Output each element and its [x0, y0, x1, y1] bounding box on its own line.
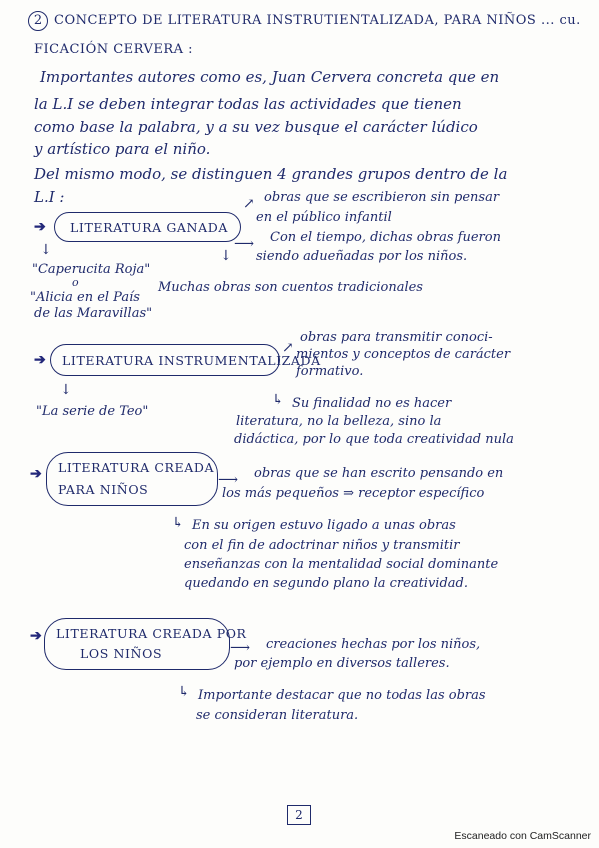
scanner-watermark: Escaneado con CamScanner [454, 830, 591, 842]
example: "Alicia en el País [30, 290, 140, 305]
group-description: los más pequeños ⇒ receptor específico [222, 486, 485, 501]
arrow-icon: ↳ [172, 515, 184, 531]
arrow-icon: ↳ [178, 684, 190, 700]
group-description: obras que se han escrito pensando en [254, 466, 504, 481]
group-description: formativo. [296, 364, 364, 379]
arrow-icon: ↳ [272, 392, 284, 408]
intro-line: la L.I se deben integrar todas las actividades que tienen [34, 95, 462, 113]
intro-line: y artístico para el niño. [34, 140, 211, 158]
group-description: quedando en segundo plano la creatividad. [184, 576, 468, 591]
arrow-icon: ⟶ [230, 640, 251, 656]
example-connector: o [72, 276, 79, 289]
group-description: Su finalidad no es hacer [292, 396, 452, 411]
down-arrow-icon: ↓ [220, 248, 232, 264]
bullet-arrow-icon: ➔ [30, 466, 42, 482]
bullet-arrow-icon: ➔ [34, 219, 46, 235]
section-number: 2 [28, 11, 48, 31]
down-arrow-icon: ↓ [40, 242, 52, 258]
group-description: didáctica, por lo que toda creatividad nula [234, 432, 514, 447]
group-label: LITERATURA INSTRUMENTALIZADA [62, 353, 321, 368]
group-description: con el fin de adoctrinar niños y transmitir [184, 538, 460, 553]
group-description: obras que se escribieron sin pensar [264, 190, 500, 205]
bullet-arrow-icon: ➔ [34, 352, 46, 368]
section-title: CONCEPTO DE LITERATURA INSTRUTIENTALIZADA, PARA NIÑOS ... cu. [54, 13, 581, 28]
group-description: enseñanzas con la mentalidad social dominante [184, 557, 499, 572]
group-description: por ejemplo en diversos talleres. [234, 656, 450, 671]
example: de las Maravillas" [34, 306, 153, 321]
group-label: LITERATURA GANADA [70, 220, 228, 235]
section-title-continued: FICACIÓN CERVERA : [34, 42, 194, 57]
page-number: 2 [287, 805, 311, 825]
group-note: Muchas obras son cuentos tradicionales [158, 280, 423, 295]
example: "Caperucita Roja" [32, 262, 151, 277]
arrow-icon: ↗ [243, 196, 255, 212]
bullet-arrow-icon: ➔ [30, 628, 42, 644]
group-label: LITERATURA CREADA [58, 460, 215, 475]
group-description: siendo adueñadas por los niños. [256, 249, 468, 264]
group-description: Con el tiempo, dichas obras fueron [270, 230, 501, 245]
group-description: en el público infantil [256, 210, 392, 225]
intro-line: Del mismo modo, se distinguen 4 grandes grupos dentro de la [34, 165, 508, 183]
group-label: LOS NIÑOS [80, 646, 163, 661]
arrow-icon: ⟶ [218, 472, 239, 488]
intro-line: Importantes autores como es, Juan Cervera concreta que en [40, 68, 500, 86]
intro-line: L.I : [34, 188, 65, 206]
group-description: obras para transmitir conoci- [300, 330, 493, 345]
group-description: Importante destacar que no todas las obras [198, 688, 486, 703]
arrow-icon: ↗ [282, 340, 294, 356]
group-description: creaciones hechas por los niños, [266, 637, 481, 652]
arrow-icon: ⟶ [234, 236, 255, 252]
group-description: literatura, no la belleza, sino la [236, 414, 442, 429]
group-description: se consideran literatura. [196, 708, 359, 723]
example: "La serie de Teo" [36, 404, 149, 419]
group-label: PARA NIÑOS [58, 482, 149, 497]
group-description: En su origen estuvo ligado a unas obras [192, 518, 456, 533]
group-label: LITERATURA CREADA POR [56, 626, 247, 641]
group-description: mientos y conceptos de carácter [296, 347, 511, 362]
down-arrow-icon: ↓ [60, 382, 72, 398]
intro-line: como base la palabra, y a su vez busque el carácter lúdico [34, 118, 478, 136]
